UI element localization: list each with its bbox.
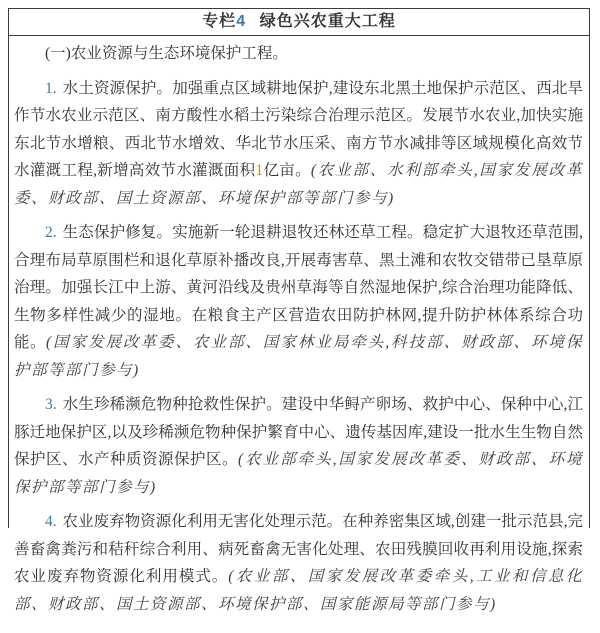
paragraph-agri-waste (14, 508, 583, 618)
paragraph-number: 2. (45, 224, 61, 241)
paragraph-text: (一)农业资源与生态环境保护工程。 (45, 45, 288, 62)
department-annotation: (国家发展改革委、农业部、国家林业局牵头,科技部、财政部、环境保护部等部门参与) (14, 334, 583, 379)
paragraph-number: 3. (45, 396, 61, 413)
paragraph-text: 农业废弃物资源化利用无害化处理示范。在种养密集区域,创建一批示范县,完善畜禽粪污和秸秆综合利用、病死畜禽无害化处理、农田残膜回收再利用设施,探索农业废弃物资源化利用模式。 (14, 513, 583, 585)
panel-title-text: 绿色兴农重大工程 (259, 13, 396, 30)
department-annotation: (农业部、国家发展改革委牵头,工业和信息化部、财政部、国土资源部、环境保护部、国家能源局等部门参与) (14, 568, 583, 613)
section-heading (14, 40, 583, 68)
department-annotation: (农业部、水利部牵头,国家发展改革委、财政部、国土资源部、环境保护部等部门参与) (14, 162, 583, 207)
paragraph-text: 水土资源保护。加强重点区域耕地保护,建设东北黑土地保护示范区、西北旱作节水农业示范区、南方酸性水稻土污染综合治理示范区。发展节水农业,加快实施东北节水增粮、西北节水增效、华北节水压采、南方节水减排等区域规模化高效节水灌溉工程,新增高效节水灌溉面积 (14, 79, 583, 179)
paragraph-ecology-restore (14, 219, 583, 384)
paragraph-number: 4. (45, 513, 61, 530)
paragraph-water-soil (14, 75, 583, 213)
panel-title (9, 9, 589, 36)
paragraph-text: 亿亩。 (263, 162, 311, 179)
department-annotation: (农业部牵头,国家发展改革委、财政部、环境保护部等部门参与) (14, 451, 583, 496)
paragraph-text: 水生珍稀濒危物种抢救性保护。建设中华鲟产卵场、救护中心、保种中心,江豚迁地保护区,以及珍稀濒危物种保护繁育中心、遗传基因库,建设一批水生生物自然保护区、水产种质资源保护区。 (14, 396, 583, 468)
paragraph-aquatic-species (14, 391, 583, 501)
highlighted-value: 1 (255, 162, 264, 179)
panel-body (9, 36, 589, 633)
panel-title-label: 专栏 (202, 13, 237, 30)
panel-title-number: 4 (236, 13, 247, 30)
column-panel (8, 8, 590, 613)
paragraph-text: 生态保护修复。实施新一轮退耕退牧还林还草工程。稳定扩大退牧还草范围,合理布局草原围栏和退化草原补播改良,开展毒害草、黑土滩和农牧交错带已垦草原治理。加强长江中上游、黄河沿线及贵州草海等自然湿地保护,综合治理功能降低、生物多样性减少的湿地。在粮食主产区营造农田防护林网,提升防护林体系综合功能。 (14, 224, 583, 351)
paragraph-number: 1. (45, 79, 61, 97)
